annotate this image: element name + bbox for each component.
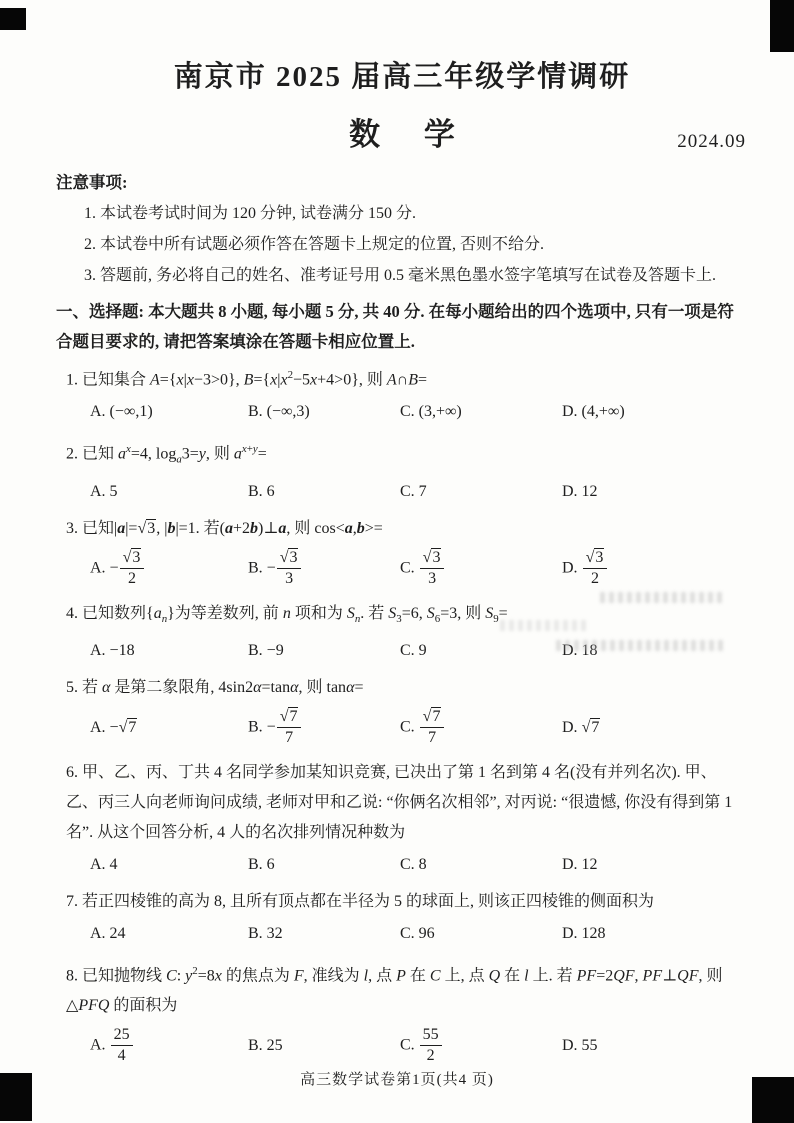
- options-row: [90, 851, 748, 879]
- option: B. − $\frac{√3}{3}$: [248, 547, 400, 591]
- question: [56, 956, 748, 1068]
- option: D. 12: [562, 855, 598, 873]
- option: D. 12: [562, 482, 598, 500]
- option: B. 32: [248, 924, 283, 942]
- option: C. 96: [400, 924, 435, 942]
- options-row: [90, 706, 748, 750]
- notice-item: 2. 本试卷中所有试题必须作答在答题卡上规定的位置, 否则不给分.: [84, 236, 545, 253]
- option: B. 6: [248, 482, 275, 500]
- option: B. − $\frac{√7}{7}$: [248, 706, 400, 750]
- options-row: [90, 547, 748, 591]
- option: D. 18: [562, 641, 598, 659]
- option: C. 8: [400, 855, 427, 873]
- question: [56, 599, 748, 665]
- question-list: [56, 360, 748, 1068]
- exam-title: 南京市 2025 届高三年级学情调研: [173, 61, 631, 93]
- question-stem: 1. 已知集合 A={x|x−3>0}, $B=\{x|x^2-5x+4>0\}$, 则 A∩B=: [66, 369, 428, 389]
- notice-item: 1. 本试卷考试时间为 120 分钟, 试卷满分 150 分.: [84, 205, 417, 222]
- question: [56, 887, 748, 948]
- notice-section: [56, 169, 748, 291]
- options-row: [90, 478, 748, 506]
- option: B. (−∞,3): [248, 403, 310, 421]
- subject-title: 数 学: [349, 117, 455, 152]
- option: A. − $\frac{√3}{2}$: [90, 547, 248, 591]
- option: A. −√7: [90, 718, 137, 736]
- option: A. 24: [90, 924, 126, 942]
- options-row: [90, 920, 748, 948]
- scan-corner-mark: [770, 0, 794, 52]
- options-row: [90, 398, 748, 426]
- option: A. $\frac{25}{4}$: [90, 1024, 248, 1068]
- section-heading: 一、选择题: 本大题共 8 小题, 每小题 5 分, 共 40 分. 在每小题给出的四个选项中, 只有一项是符合题目要求的, 请把答案填涂在答题卡相应位置上.: [56, 302, 734, 351]
- option: B. 6: [248, 855, 275, 873]
- question: [56, 673, 748, 750]
- bleed-through-artifact: [600, 592, 725, 603]
- question: [56, 434, 748, 506]
- question-stem: 7. 若正四棱锥的高为 8, 且所有顶点都在半径为 5 的球面上, 则该正四棱锥的侧面积为: [66, 892, 655, 910]
- option: C. $\frac{55}{2}$: [400, 1024, 562, 1068]
- option: C. 9: [400, 641, 427, 659]
- options-row: [90, 1024, 748, 1068]
- option: D. 128: [562, 924, 606, 942]
- bleed-through-artifact: [500, 620, 590, 631]
- question-stem: 3. 已知|a|=√3, |b|=1. 若(a+2b)⊥a, 则 cos<a,b>=: [66, 519, 383, 537]
- option: D. √7: [562, 718, 600, 736]
- option: C. $\frac{√3}{3}$: [400, 547, 562, 591]
- option: A. (−∞,1): [90, 403, 153, 421]
- question-stem: 6. 甲、乙、丙、丁共 4 名同学参加某知识竞赛, 已决出了第 1 名到第 4 名(没有并列名次). 甲、乙、丙三人向老师询问成绩, 老师对甲和乙说: “你俩名次相邻”, 对丙说: “很遗憾, 你没有得到第 1 名”. 从这个回答分析, 4 人的名次排列情况种数为: [66, 763, 733, 841]
- option: B. −9: [248, 641, 284, 659]
- option: C. (3,+∞): [400, 403, 462, 421]
- question: [56, 514, 748, 591]
- subject-row: [56, 109, 748, 157]
- question-stem: 8. 已知抛物线 C: $y^2=8x$ 的焦点为 F, 准线为 l, 点 P 在 C 上, 点 Q 在 l 上. 若 PF=2QF, PF⊥QF, 则 △PFQ 的面积为: [66, 964, 723, 1014]
- option: D. (4,+∞): [562, 403, 625, 421]
- exam-date: 2024.09: [677, 131, 746, 152]
- page-footer: 高三数学试卷第1页(共4 页): [300, 1072, 494, 1088]
- notice-item: 3. 答题前, 务必将自己的姓名、准考证号用 0.5 毫米黑色墨水签字笔填写在试卷及答题卡上.: [84, 267, 717, 284]
- notice-label: 注意事项:: [56, 173, 128, 192]
- question-stem: 5. 若 α 是第二象限角, 4sin2α=tanα, 则 tanα=: [66, 678, 364, 696]
- option: A. 5: [90, 482, 118, 500]
- scan-corner-mark: [0, 8, 26, 30]
- option: D. 55: [562, 1036, 598, 1054]
- option: D. $\frac{√3}{2}$: [562, 547, 748, 591]
- question-stem: 4. 已知数列$\{a_n\}$为等差数列, 前 n 项和为 $S_n$. 若 $S_3=6$, $S_6=3$, 则 $S_9=$: [66, 604, 508, 625]
- bleed-through-artifact: [556, 640, 724, 651]
- question-stem: 2. 已知 $a^x=4$, $\log_a3=y$, 则 $a^{x+y}=$: [66, 443, 267, 466]
- option: A. −18: [90, 641, 135, 659]
- question: [56, 758, 748, 879]
- option: B. 25: [248, 1036, 283, 1054]
- question: [56, 360, 748, 426]
- option: C. 7: [400, 482, 427, 500]
- option: C. $\frac{√7}{7}$: [400, 706, 562, 750]
- option: A. 4: [90, 855, 118, 873]
